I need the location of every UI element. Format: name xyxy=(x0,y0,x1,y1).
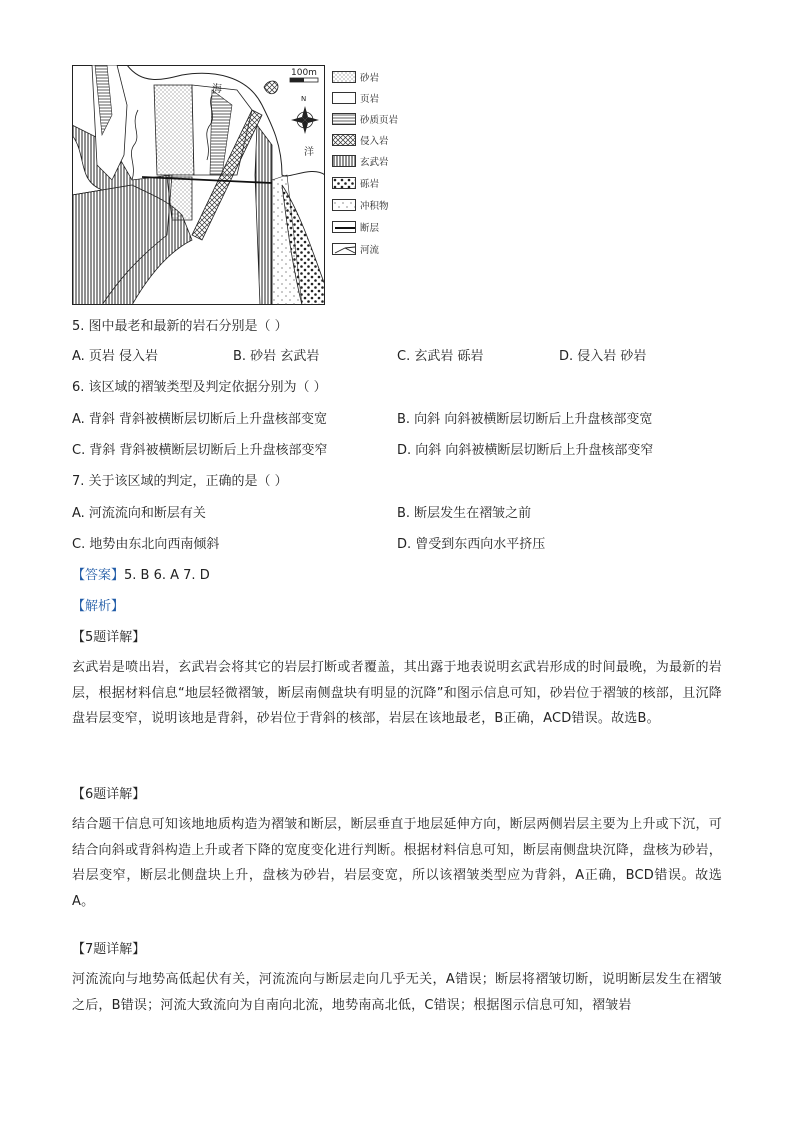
conglomerate-swatch-icon xyxy=(332,177,356,189)
q6-option-d: D. 向斜 向斜被横断层切断后上升盘核部变窄 xyxy=(397,443,654,458)
basalt-swatch-icon xyxy=(332,155,356,167)
sandstone-swatch-icon xyxy=(332,71,356,83)
fault-swatch-icon xyxy=(332,221,356,233)
answer-tag: 【答案】 xyxy=(72,568,125,583)
legend-item-river xyxy=(332,242,379,256)
legend-item-sandstone xyxy=(332,70,379,84)
legend-label: 砂岩 xyxy=(360,73,380,84)
q7-option-b: B. 断层发生在褶皱之前 xyxy=(397,506,532,521)
answer-line xyxy=(72,567,210,585)
q7-option-a: A. 河流流向和断层有关 xyxy=(72,506,206,521)
shale-swatch-icon xyxy=(332,92,356,104)
scale-label: 100m xyxy=(291,68,317,78)
q6-stem: 6. 该区域的褶皱类型及判定依据分别为（ ） xyxy=(72,380,327,395)
detail-6-text: 结合题干信息可知该地地质构造为褶皱和断层，断层垂直于地层延伸方向，断层两侧岩层主要为上升或下沉，可结合向斜或背斜构造上升或者下降的宽度变化进行判断。根据材料信息可知，断层南侧盘块沉降，盘核为砂岩，岩层变窄，断层北侧盘块上升，盘核为砂岩，岩层变宽，所以该褶皱类型应为背斜，A正确，BCD错误。故选A。 xyxy=(72,817,722,909)
legend-label: 河流 xyxy=(360,245,380,256)
ocean-label: 洋 xyxy=(304,147,314,158)
legend-item-basalt xyxy=(332,154,389,168)
detail-5-text: 玄武岩是喷出岩，玄武岩会将其它的岩层打断或者覆盖，其出露于地表说明玄武岩形成的时间最晚，为最新的岩层，根据材料信息“地层轻微褶皱，断层南侧盘块有明显的沉降”和图示信息可知，砂岩位于褶皱的核部，且沉降盘岩层变窄，说明该地是背斜，砂岩位于背斜的核部，岩层在该地最老，B正确，ACD错误。故选B。 xyxy=(72,660,722,726)
q5-option-d: D. 侵入岩 砂岩 xyxy=(559,349,647,364)
sea-label: 海 xyxy=(212,84,222,95)
q6-option-c: C. 背斜 背斜被横断层切断后上升盘核部变窄 xyxy=(72,443,328,458)
q7-option-d: D. 曾受到东西向水平挤压 xyxy=(397,537,546,552)
answer-text: 5. B 6. A 7. D xyxy=(124,568,210,583)
legend-label: 断层 xyxy=(360,223,380,234)
legend-label: 侵入岩 xyxy=(360,136,389,147)
legend-item-intrusive xyxy=(332,133,389,147)
q5-option-c: C. 玄武岩 砾岩 xyxy=(397,349,484,364)
sandy-shale-swatch-icon xyxy=(332,113,356,125)
detail-7-title: 【7题详解】 xyxy=(72,942,146,957)
intrusive-swatch-icon xyxy=(332,134,356,146)
north-label: N xyxy=(301,95,307,103)
legend-label: 玄武岩 xyxy=(360,157,389,168)
legend-label: 砾岩 xyxy=(360,179,380,190)
detail-5-title: 【5题详解】 xyxy=(72,630,146,645)
alluvium-swatch-icon xyxy=(332,199,356,211)
q7-option-c: C. 地势由东北向西南倾斜 xyxy=(72,537,220,552)
river-swatch-icon xyxy=(332,243,356,255)
legend-label: 砂质页岩 xyxy=(360,115,399,126)
q6-option-a: A. 背斜 背斜被横断层切断后上升盘核部变宽 xyxy=(72,412,328,427)
analysis-tag: 【解析】 xyxy=(72,599,125,614)
geologic-map xyxy=(72,65,325,305)
q5-option-a: A. 页岩 侵入岩 xyxy=(72,349,159,364)
detail-7-text: 河流流向与地势高低起伏有关，河流流向与断层走向几乎无关，A错误；断层将褶皱切断，说明断层发生在褶皱之后，B错误；河流大致流向为自南向北流，地势南高北低，C错误；根据图示信息可知，褶皱岩 xyxy=(72,972,722,1013)
detail-6-title: 【6题详解】 xyxy=(72,787,146,802)
q5-stem: 5. 图中最老和最新的岩石分别是（ ） xyxy=(72,319,288,334)
legend-label: 页岩 xyxy=(360,94,380,105)
legend-item-shale xyxy=(332,91,379,105)
legend-item-sandy-shale xyxy=(332,112,398,126)
legend-item-alluvium xyxy=(332,198,389,212)
q7-stem: 7. 关于该区域的判定，正确的是（ ） xyxy=(72,474,288,489)
q5-option-b: B. 砂岩 玄武岩 xyxy=(233,349,320,364)
q6-option-b: B. 向斜 向斜被横断层切断后上升盘核部变宽 xyxy=(397,412,653,427)
geologic-map-svg xyxy=(72,65,325,305)
legend-item-conglomerate xyxy=(332,176,379,190)
legend-label: 冲积物 xyxy=(360,201,389,212)
legend-item-fault xyxy=(332,220,379,234)
